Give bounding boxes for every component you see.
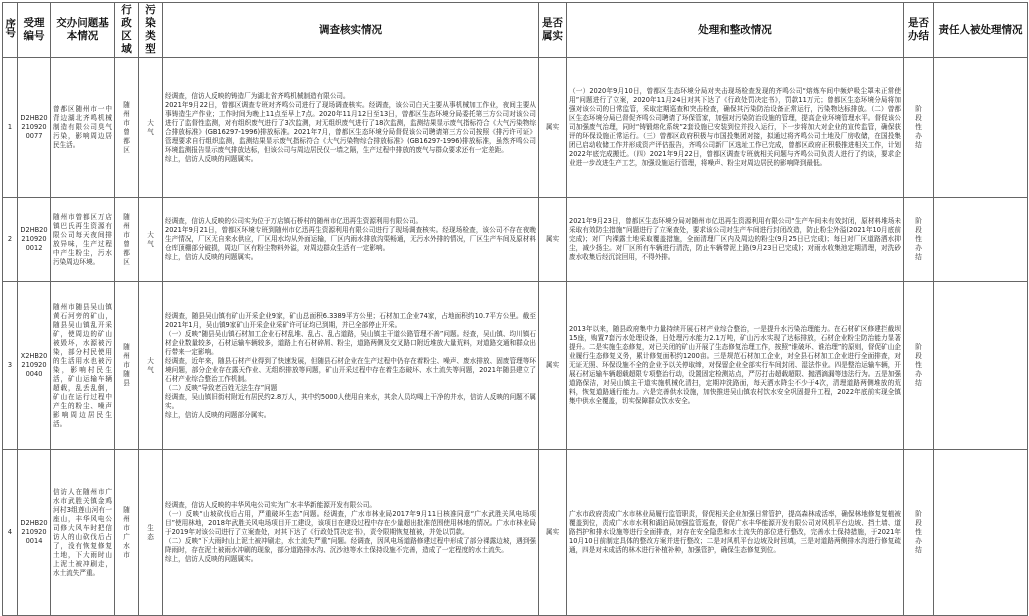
cell-accountability	[934, 198, 1028, 282]
cell-region: 随州市广水市	[115, 450, 139, 616]
cell-is-true: 属实	[539, 198, 567, 282]
cell-handling: 2021年9月23日，曾都区生态环境分局对随州市亿迅再生资源利用有限公司“生产车间未有效封闭，原材料堆场未采取有效防尘措施”问题进行了立案查处，要求该公司对生产车间进行封闭改造，防止粉尘外溢(2021年10月底前完成)；对厂内裸露土地采取覆盖措施，全面清理厂区内及周边的粉尘(9月25日已完成)；每日对厂区道路洒水抑尘，减少扬尘。对厂区所有车辆进行清洗，防止车辆带泥上路(9月23日已完成)；对雨水收集池定期清理，对洗砂废水收集后经沉淀回用，不得外排。	[567, 198, 904, 282]
table-row	[3, 450, 1028, 616]
cell-investigation: 经调查，信访人反映的铸造厂为湖北省齐鸣机械制造有限公司。 2021年9月22日，曾都区调查专班对齐鸣公司进行了现场调查核实。经调查，该公司白天主要从事机械加工作业，夜间主要从事铸造生产作业；工作时间为晚上11点至早上7点。2020年11月12日至13日，曾都区生态环境分局委托第三方公司对该公司进行了监督性监测，对有组织废气进行了3次监测，对无组织废气进行了18次监测，监测结果显示废气指标符合《大气污染物综合排放标准》(GB16297-1996)排放标准。2021年7月，曾都区生态环境分局督促该公司聘请第三方公司按照《排污许可证》管理要求自行组织监测，监测结果显示废气指标符合《大气污染物综合排放标准》(GB16297-1996)排放标准，虽然齐鸣公司环境监测报告显示废气排放达标，但该公司与周边居民仅一墙之隔，生产过程中排放的废气与群众要求还有一定差距。 综上，信访人反映的问题属实。	[163, 58, 539, 198]
header-issue: 交办问题基本情况	[51, 3, 115, 58]
cell-seq: 4	[3, 450, 18, 616]
cell-seq: 3	[3, 282, 18, 450]
cell-handling: （一）2020年9月10日，曾都区生态环境分局对夹击现场检查发现的齐鸣公司“熔炼车间中频炉吸尘罩未正常使用”问题进行了立案，2020年11月24日对其下达了《行政处罚决定书》，罚款11万元；曾都区生态环境分局将加强对该公司的日常监管，采取定期巡查和突击检查，确保其污染防治设备正常运行，污染物达标排放。（二）曾都区生态环境分局已督促齐鸣公司聘请了环保管家，加强对污染防治设施的管理，提高企业环境管理水平。督促该公司加强废气治理，同时“铸锻熔化系统”2套设施已安装到位并投入运行，下一步将加大对企业的宣传监管，确保获评的环保设施正常运行。（三）曾都区政府积极与市国投集团对接，拟通过将齐鸣公司土地及厂房收储，在国投集团已启动收储工作并形成资产评估报告，齐鸣公司新厂区选址工作已完成，曾都区政府正积极推进相关工作，计划2022年底完成搬迁。（四）2021年9月22日，曾都区调查专班就相关问题与齐鸣公司负责人进行了约谈，要求企业进一步改进生产工艺，加强设施运行管理，将噪声、粉尘对周边居民的影响降到最低。	[567, 58, 904, 198]
cell-case-no: D2HB202109200012	[18, 198, 51, 282]
cell-accountability	[934, 282, 1028, 450]
header-is-done: 是否办结	[904, 3, 934, 58]
cell-is-done: 阶段性办结	[904, 58, 934, 198]
cell-case-no: X2HB202109200040	[18, 282, 51, 450]
header-is-true: 是否属实	[539, 3, 567, 58]
cell-issue: 随州市曾都区万店镇巴氏再生资源有限公司每天夜间排放异味，生产过程中产生粉尘，污水污染周边环境。	[51, 198, 115, 282]
cell-region: 随州市曾都区	[115, 198, 139, 282]
cell-seq: 2	[3, 198, 18, 282]
header-case-no: 受理编号	[18, 3, 51, 58]
cell-case-no: D2HB202109200077	[18, 58, 51, 198]
table-row	[3, 198, 1028, 282]
cell-pollution-type: 大气	[139, 282, 163, 450]
cell-region: 随州市随县	[115, 282, 139, 450]
cell-handling: 广水市政府责成广水市林业局履行监管职责，督促相关企业加强日常管护，提高森林成活率，确保林地修复复植被覆盖到位，责成广水市水利和湖泊局加强监管巡查，督促广水丰华能源开发有限公司对风机平台边坡、挡土墙、道路挡护和排水设施等进行全面排查，对存在安全隐患和水土流失的部位进行整改，完善水土保持措施，于2021年10月10日前制定具体的整改方案并进行整改；二是对风机平台边坡及时回填，三是对道路两侧排水沟进行修复疏通，四是对未成活的林木进行补植补种，加强管护，确保生态修复到位。	[567, 450, 904, 616]
header-region: 行政区域	[115, 3, 139, 58]
header-row	[3, 3, 1028, 58]
header-accountability: 责任人被处理情况	[934, 3, 1028, 58]
cell-region: 随州市曾都区	[115, 58, 139, 198]
header-pollution-type: 污染类型	[139, 3, 163, 58]
cell-investigation: 经调查，随县吴山镇有矿山开采企业9家，矿山总面积6.3389平方公里；石材加工企业74家，占地面积约10.7平方公里。截至2021年1月，吴山镇9家矿山开采企业采矿许可证均已到期，并已全部停止开采。 （一）反映“随县吴山镇石材加工企业石材乱堆、乱占、乱占道路，吴山镇主干道公路管理不善”问题。经查，吴山镇、均川镇石材企业数量较多，石材运输车辆较多，道路上有石材碎屑、粉尘，道路两侧及交叉路口附近堆放大量荒料，对道路交通和群众出行带来一定影响。 经调查，近年来，随县石材产业得到了快速发展，但随县石材企业在生产过程中仍存在着粉尘、噪声、废水排放、固废管理等环境问题，部分企业存在露天作业、无组织排放等问题，矿山开采过程中存在着生态破坏、水土流失等问题，2021年随县建立了石材产业综合整治工作机制。 （二）反映“导致老百姓无法生存”问题 经调查，吴山镇旧街村附近有居民约2.8万人，其中约5000人使用自来水，其余人员均喝上干净的井水，信访人反映的问题不属实。 综上，信访人反映的问题部分属实。	[163, 282, 539, 450]
cell-seq: 1	[3, 58, 18, 198]
header-handling: 处理和整改情况	[567, 3, 904, 58]
cell-accountability	[934, 450, 1028, 616]
cell-investigation: 经调查，信访人反映的公司实为位于万店镇石桥村的随州市亿迅再生资源利用有限公司。 2021年9月21日，曾都区环境专班到随州市亿迅再生资源利用有限公司进行了现场调查核实。经现场检查，该公司不存在夜晚生产情况，厂区无自来水供应，厂区用水均从外面运输，厂区内雨水排放沟渠畅通，无污水外排的情况，厂区生产车间及原材料仓库顶棚部分破损，周边厂区有粉尘物料外溢，对周边群众生活有一定影响。 综上，信访人反映的问题属实。	[163, 198, 539, 282]
cell-issue: 随州市随县吴山镇黄石河旁的矿山，随县吴山镇乱开采矿，使周边的矿山被毁坏，水源被污染，部分村民使用的生活用水也被污染，影响村民生活，矿山运输车辆超载，乱丢乱倒，矿山在运行过程中产生的粉尘、噪声影响周边居民生活。	[51, 282, 115, 450]
cell-accountability	[934, 58, 1028, 198]
cell-issue: 信访人在随州市广水市武胜关镇金鸡河村3组莲山河有一座山，丰华风电公司修大风车时把信访人的山砍伐后占了，没有恢复修复土地，下大雨时山上泥土被冲刷走，水土流失严重。	[51, 450, 115, 616]
header-seq: 序号	[3, 3, 18, 58]
cell-is-done: 阶段性办结	[904, 282, 934, 450]
cell-investigation: 经调查，信访人反映的丰华风电公司实为广水丰华新能源开发有限公司。 （一）反映“山坡砍伐后占用，严重破坏生态”问题。经调查，广水市林业局2017年9月11日核准同意“广水武胜关风电场项目”使用林地，2018年武胜关风电场项目开工建设，该项目在建设过程中存在少量超出批准范围使用林地的情况。广水市林业局于2019年对该公司进行了立案查处，对其下达了《行政处罚决定书》，责令限期恢复植被，并处以罚款。 （二）反映“下大雨时山上泥土被冲刷走，水土流失严重”问题。经调查，因风电场道路修建过程中形成了部分裸露边坡，遇到强降雨时，存在泥土被雨水冲刷的现象，部分道路排水沟、沉沙池等水土保持设施不完善，造成了一定程度的水土流失。 综上，信访人反映的问题属实。	[163, 450, 539, 616]
cell-is-done: 阶段性办结	[904, 198, 934, 282]
cell-case-no: D2HB202109200014	[18, 450, 51, 616]
cell-is-done: 阶段性办结	[904, 450, 934, 616]
cell-issue: 曾都区随州市一中背边湖北齐鸣机械制造有限公司臭气污染，影响周边居民生活。	[51, 58, 115, 198]
cell-pollution-type: 大气	[139, 58, 163, 198]
cell-handling: 2013年以来，随县政府集中力量持续开展石材产业综合整治，一是提升水污染治理能力。在石材矿区修建拦截坝15座，购置7套污水处理设备，日处理污水能力2.1万吨，矿山污水实现了达标排放，石材企业粉尘防治能力显著提升。二是实施生态修复，对已关闭的矿山开展了生态修复治理工作，按照“谁破坏、谁治理”的原则，督促矿山企业履行生态修复义务，累计修复面积约1200亩。三是规范石材加工企业，对全县石材加工企业进行全面排查，对无证无照、环保设施不全的企业予以关停取缔，对保留企业全部实行车间封闭、湿法作业。四是整治运输车辆，开展石材运输车辆超载超限专项整治行动，设置固定检测站点，严厉打击超载超限、抛洒滴漏等违法行为。五是加强道路保洁，对吴山镇主干道实施机械化清扫，定期冲洗路面，每天洒水降尘不少于4次，清理道路两侧堆放的荒料，恢复道路通行能力。六是完善供水设施，加快推进吴山镇农村饮水安全巩固提升工程，2022年底前实现全镇集中供水全覆盖，切实保障群众饮水安全。	[567, 282, 904, 450]
table-row	[3, 58, 1028, 198]
table-row	[3, 282, 1028, 450]
header-investigation: 调查核实情况	[163, 3, 539, 58]
cell-is-true: 属实	[539, 450, 567, 616]
cell-pollution-type: 生态	[139, 450, 163, 616]
cell-is-true: 属实	[539, 282, 567, 450]
petition-table	[2, 2, 1028, 616]
cell-pollution-type: 大气	[139, 198, 163, 282]
cell-is-true: 属实	[539, 58, 567, 198]
